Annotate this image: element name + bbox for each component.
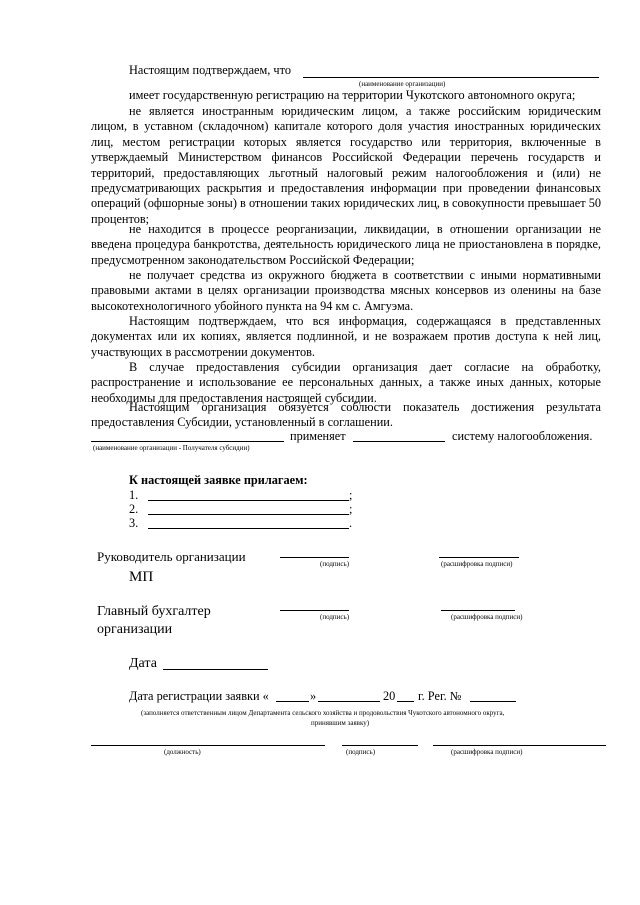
tax-system-field[interactable] bbox=[353, 441, 445, 442]
registration-mid-2: 20 bbox=[383, 689, 396, 703]
date-label: Дата bbox=[129, 656, 157, 671]
head-label: Руководитель организации bbox=[97, 549, 246, 564]
recipient-name-field[interactable] bbox=[91, 441, 284, 442]
registration-number-field[interactable] bbox=[470, 701, 516, 702]
paragraph-data-consent: В случае предоставления субсидии организация дает согласие на обработку, распространение и использование ее персональных данных, а также иных данных, которые необходимы для предоставления настоящей субсидии. bbox=[91, 360, 601, 405]
date-field[interactable] bbox=[163, 669, 268, 670]
registrar-position-field[interactable] bbox=[91, 745, 325, 746]
attachment-number-3: 3. bbox=[129, 516, 139, 530]
registration-day-field[interactable] bbox=[276, 701, 309, 702]
recipient-name-caption: (наименование организации - Получателя субсидии) bbox=[93, 444, 250, 452]
registrar-signature-caption: (подпись) bbox=[346, 748, 376, 756]
intro-text: Настоящим подтверждаем, что bbox=[129, 63, 291, 77]
accountant-decoding-field[interactable] bbox=[441, 610, 515, 611]
organization-name-caption: (наименование организации) bbox=[359, 80, 446, 88]
registrar-decoding-caption: (расшифровка подписи) bbox=[451, 748, 523, 756]
attachment-end-3: . bbox=[349, 516, 353, 530]
attachment-number-2: 2. bbox=[129, 502, 139, 516]
accountant-decoding-caption: (расшифровка подписи) bbox=[451, 613, 523, 621]
paragraph-not-reorganizing: не находится в процессе реорганизации, ликвидации, в отношении организации не введена процедура банкротства, деятельность юридического лица не приостановлена в порядке, предусмотренном законодательством Российской Федерации; bbox=[91, 222, 601, 267]
registration-mid-1: » bbox=[310, 689, 317, 703]
registration-prefix: Дата регистрации заявки « bbox=[129, 689, 269, 703]
paragraph-registration: имеет государственную регистрацию на территории Чукотского автономного округа; bbox=[129, 88, 576, 102]
head-decoding-caption: (расшифровка подписи) bbox=[441, 560, 513, 568]
registrar-signature-field[interactable] bbox=[342, 745, 418, 746]
attachment-end-1: ; bbox=[349, 488, 353, 502]
paragraph-no-budget-funds: не получает средства из окружного бюджета в соответствии с иными нормативными правовыми актами в целях организации производства мясных консервов из оленины на базе высокотехнологичного убойного пункта на 94 км с. Амгуэма. bbox=[91, 268, 601, 313]
tax-system-text: систему налогообложения. bbox=[452, 429, 593, 443]
organization-name-field[interactable] bbox=[303, 77, 599, 78]
applies-text: применяет bbox=[290, 429, 346, 443]
registrar-decoding-field[interactable] bbox=[433, 745, 606, 746]
attachment-end-2: ; bbox=[349, 502, 353, 516]
registration-mid-3: г. Рег. № bbox=[418, 689, 462, 703]
attachment-field-2[interactable] bbox=[148, 514, 349, 515]
accountant-signature-caption: (подпись) bbox=[320, 613, 350, 621]
accountant-label-line-1: Главный бухгалтер bbox=[97, 604, 211, 619]
registration-note-line-2: принявшим заявку) bbox=[311, 719, 370, 727]
attachment-field-1[interactable] bbox=[148, 500, 349, 501]
accountant-signature-field[interactable] bbox=[280, 610, 349, 611]
paragraph-not-foreign: не является иностранным юридическим лицом, а также российским юридическим лицом, в уставном (складочном) капитале которого доля участия иностранных юридических лиц, местом регистрации которых является государство или территория, включенные в утверждаемый Министерством финансов Российской Федерации перечень государств и территорий, предоставляющих льготный налоговый режим налогообложения и (или) не предусматривающих раскрытия и предоставления информации при проведении финансовых операций (офшорные зоны) в отношении таких юридических лиц, в совокупности превышает 50 процентов; bbox=[91, 104, 601, 226]
accountant-label-line-2: организации bbox=[97, 622, 173, 637]
paragraph-result-obligation: Настоящим организация обязуется соблюсти показатель достижения результата предоставления Субсидии, установленный в соглашении. bbox=[91, 400, 601, 430]
head-signature-field[interactable] bbox=[280, 557, 349, 558]
registration-year-field[interactable] bbox=[397, 701, 414, 702]
attachment-field-3[interactable] bbox=[148, 528, 349, 529]
registration-month-field[interactable] bbox=[318, 701, 380, 702]
registrar-position-caption: (должность) bbox=[164, 748, 201, 756]
attachment-number-1: 1. bbox=[129, 488, 139, 502]
attachments-heading: К настоящей заявке прилагаем: bbox=[129, 473, 308, 487]
paragraph-info-authentic: Настоящим подтверждаем, что вся информация, содержащаяся в представленных документах или их копиях, является подлинной, и не возражаем против доступа к ней лиц, участвующих в рассмотрении документов. bbox=[91, 314, 601, 359]
stamp-label: МП bbox=[129, 569, 154, 585]
head-decoding-field[interactable] bbox=[439, 557, 519, 558]
head-signature-caption: (подпись) bbox=[320, 560, 350, 568]
registration-note-line-1: (заполняется ответственным лицом Департамента сельского хозяйства и продовольствия Чукотского автономного округа, bbox=[141, 709, 505, 717]
